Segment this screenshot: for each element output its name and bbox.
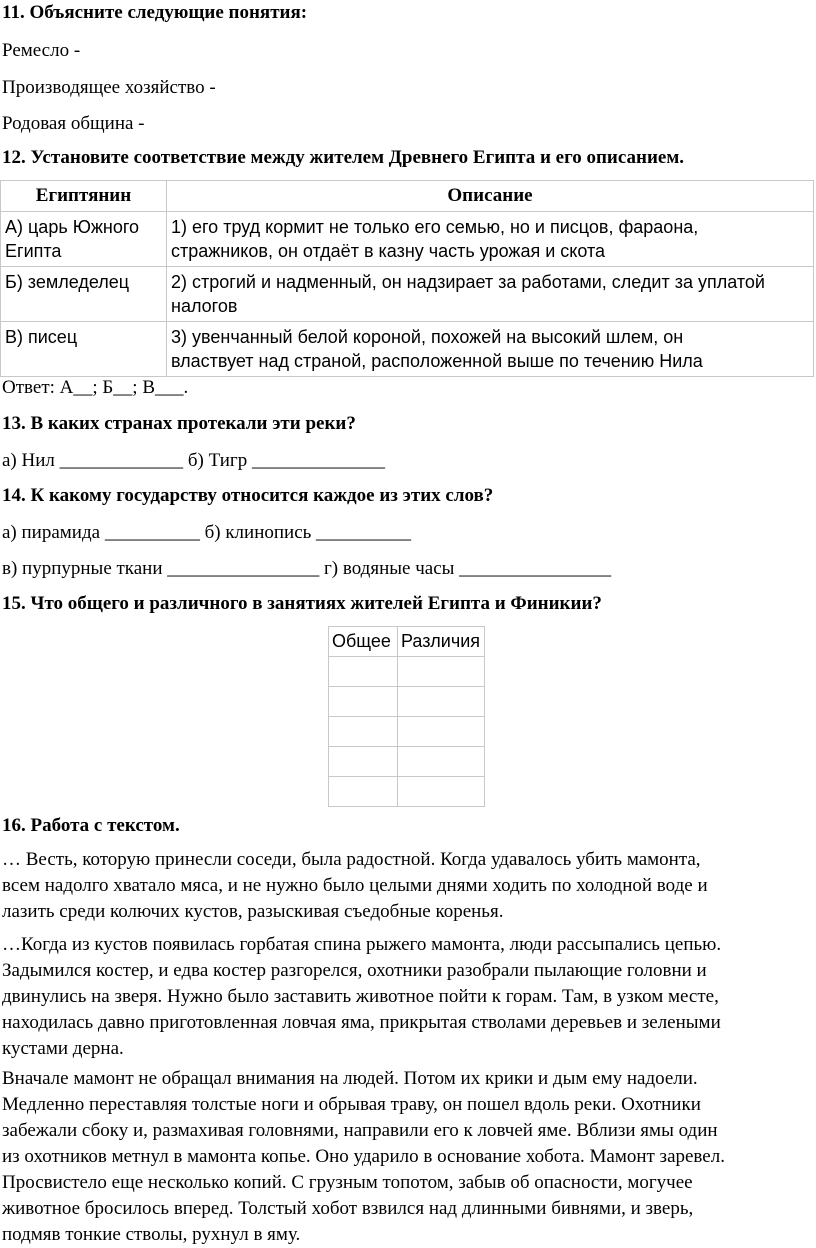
header-description: Описание: [167, 181, 814, 212]
text-line: животное бросилось вперед. Толстый хобот взвился над длинными бивнями, и зверь,: [2, 1198, 694, 1219]
table-header-row: [1, 181, 814, 212]
row-c-right-line2: властвует над страной, расположенной выше по течению Нила: [171, 351, 703, 371]
row-a-left-line1: А) царь Южного: [5, 217, 140, 237]
row-b-left-line1: Б) земледелец: [5, 272, 130, 292]
header-egyptian: Египтянин: [1, 181, 167, 212]
q16-paragraph-3: [2, 1066, 808, 1248]
q14-line1: а) пирамида __________ б) клинопись __________: [2, 522, 412, 543]
table-row: [1, 267, 814, 322]
empty-cell[interactable]: [398, 687, 485, 717]
table-row: [329, 747, 485, 777]
empty-cell[interactable]: [398, 717, 485, 747]
text-line: забежали сбоку и, размахивая головнями, направили его к ловчей яме. Вблизи ямы один: [2, 1120, 718, 1141]
text-line: всем надолго хватало мяса, и не нужно было целыми днями ходить по холодной воде и: [2, 875, 708, 896]
table-header-row: [329, 627, 485, 657]
row-c-right: [167, 322, 814, 377]
row-b-left: [1, 267, 167, 322]
q15-title: 15. Что общего и различного в занятиях жителей Египта и Финикии?: [2, 593, 602, 614]
text-line: …Когда из кустов появилась горбатая спина рыжего мамонта, люди рассыпались цепью.: [2, 934, 722, 955]
text-line: подмяв тонкие стволы, рухнул в яму.: [2, 1224, 301, 1245]
row-c-left: [1, 322, 167, 377]
row-a-right-line1: 1) его труд кормит не только его семью, но и писцов, фараона,: [171, 217, 699, 237]
q16-paragraph-2: [2, 932, 808, 1062]
row-a-right: [167, 212, 814, 267]
q13-title: 13. В каких странах протекали эти реки?: [2, 413, 356, 434]
empty-cell[interactable]: [398, 777, 485, 807]
table-row: [329, 717, 485, 747]
empty-cell[interactable]: [398, 747, 485, 777]
text-line: из охотников метнул в мамонта копье. Оно ударило в основание хобота. Мамонт заревел.: [2, 1146, 725, 1167]
empty-cell[interactable]: [329, 687, 398, 717]
text-line: Просвистело еще несколько копий. С грузным топотом, забыв об опасности, могучее: [2, 1172, 693, 1193]
q13-line: а) Нил _____________ б) Тигр ______________: [2, 450, 385, 471]
q12-answer: Ответ: А__; Б__; В___.: [2, 377, 189, 398]
text-line: Медленно переставляя толстые ноги и обрывая траву, он пошел вдоль реки. Охотники: [2, 1094, 701, 1115]
row-b-right-line1: 2) строгий и надменный, он надзирает за работами, следит за уплатой: [171, 272, 765, 292]
row-a-right-line2: стражников, он отдаёт в казну часть урожая и скота: [171, 241, 606, 261]
table-row: [1, 212, 814, 267]
row-a-left: [1, 212, 167, 267]
table-row: [329, 687, 485, 717]
q12-title: 12. Установите соответствие между жителем Древнего Египта и его описанием.: [2, 147, 685, 168]
table-row: [1, 322, 814, 377]
q12-matching-table: [0, 180, 814, 377]
q11-item-clan-community: Родовая община -: [2, 113, 145, 134]
header-differences: Различия: [398, 627, 485, 657]
text-line: Вначале мамонт не обращал внимания на людей. Потом их крики и дым ему надоели.: [2, 1068, 698, 1089]
empty-cell[interactable]: [329, 747, 398, 777]
text-line: находилась давно приготовленная ловчая яма, прикрытая стволами деревьев и зелеными: [2, 1012, 721, 1033]
row-b-right: [167, 267, 814, 322]
text-line: кустами дерна.: [2, 1038, 124, 1059]
text-line: двинулись на зверя. Нужно было заставить животное пойти к горам. Там, в узком месте,: [2, 986, 719, 1007]
empty-cell[interactable]: [329, 717, 398, 747]
empty-cell[interactable]: [398, 657, 485, 687]
header-common: Общее: [329, 627, 398, 657]
q11-title: 11. Объясните следующие понятия:: [2, 2, 308, 23]
row-b-right-line2: налогов: [171, 296, 238, 316]
q11-item-craft: Ремесло -: [2, 40, 81, 61]
row-c-left-line1: В) писец: [5, 327, 78, 347]
q11-item-producing-economy: Производящее хозяйство -: [2, 77, 216, 98]
text-line: лазить среди колючих кустов, разыскивая съедобные коренья.: [2, 901, 504, 922]
q14-line2: в) пурпурные ткани ________________ г) водяные часы ________________: [2, 558, 612, 579]
table-row: [329, 657, 485, 687]
empty-cell[interactable]: [329, 777, 398, 807]
q16-paragraph-1: [2, 847, 808, 925]
row-a-left-line2: Египта: [5, 241, 62, 261]
row-c-right-line1: 3) увенчанный белой короной, похожей на высокий шлем, он: [171, 327, 684, 347]
q16-title: 16. Работа с текстом.: [2, 815, 180, 836]
q14-title: 14. К какому государству относится каждое из этих слов?: [2, 485, 494, 506]
text-line: … Весть, которую принесли соседи, была радостной. Когда удавалось убить мамонта,: [2, 849, 701, 870]
table-row: [329, 777, 485, 807]
text-line: Задымился костер, и едва костер разгорелся, охотники разобрали пылающие головни и: [2, 960, 707, 981]
empty-cell[interactable]: [329, 657, 398, 687]
q15-comparison-table: [328, 626, 485, 807]
